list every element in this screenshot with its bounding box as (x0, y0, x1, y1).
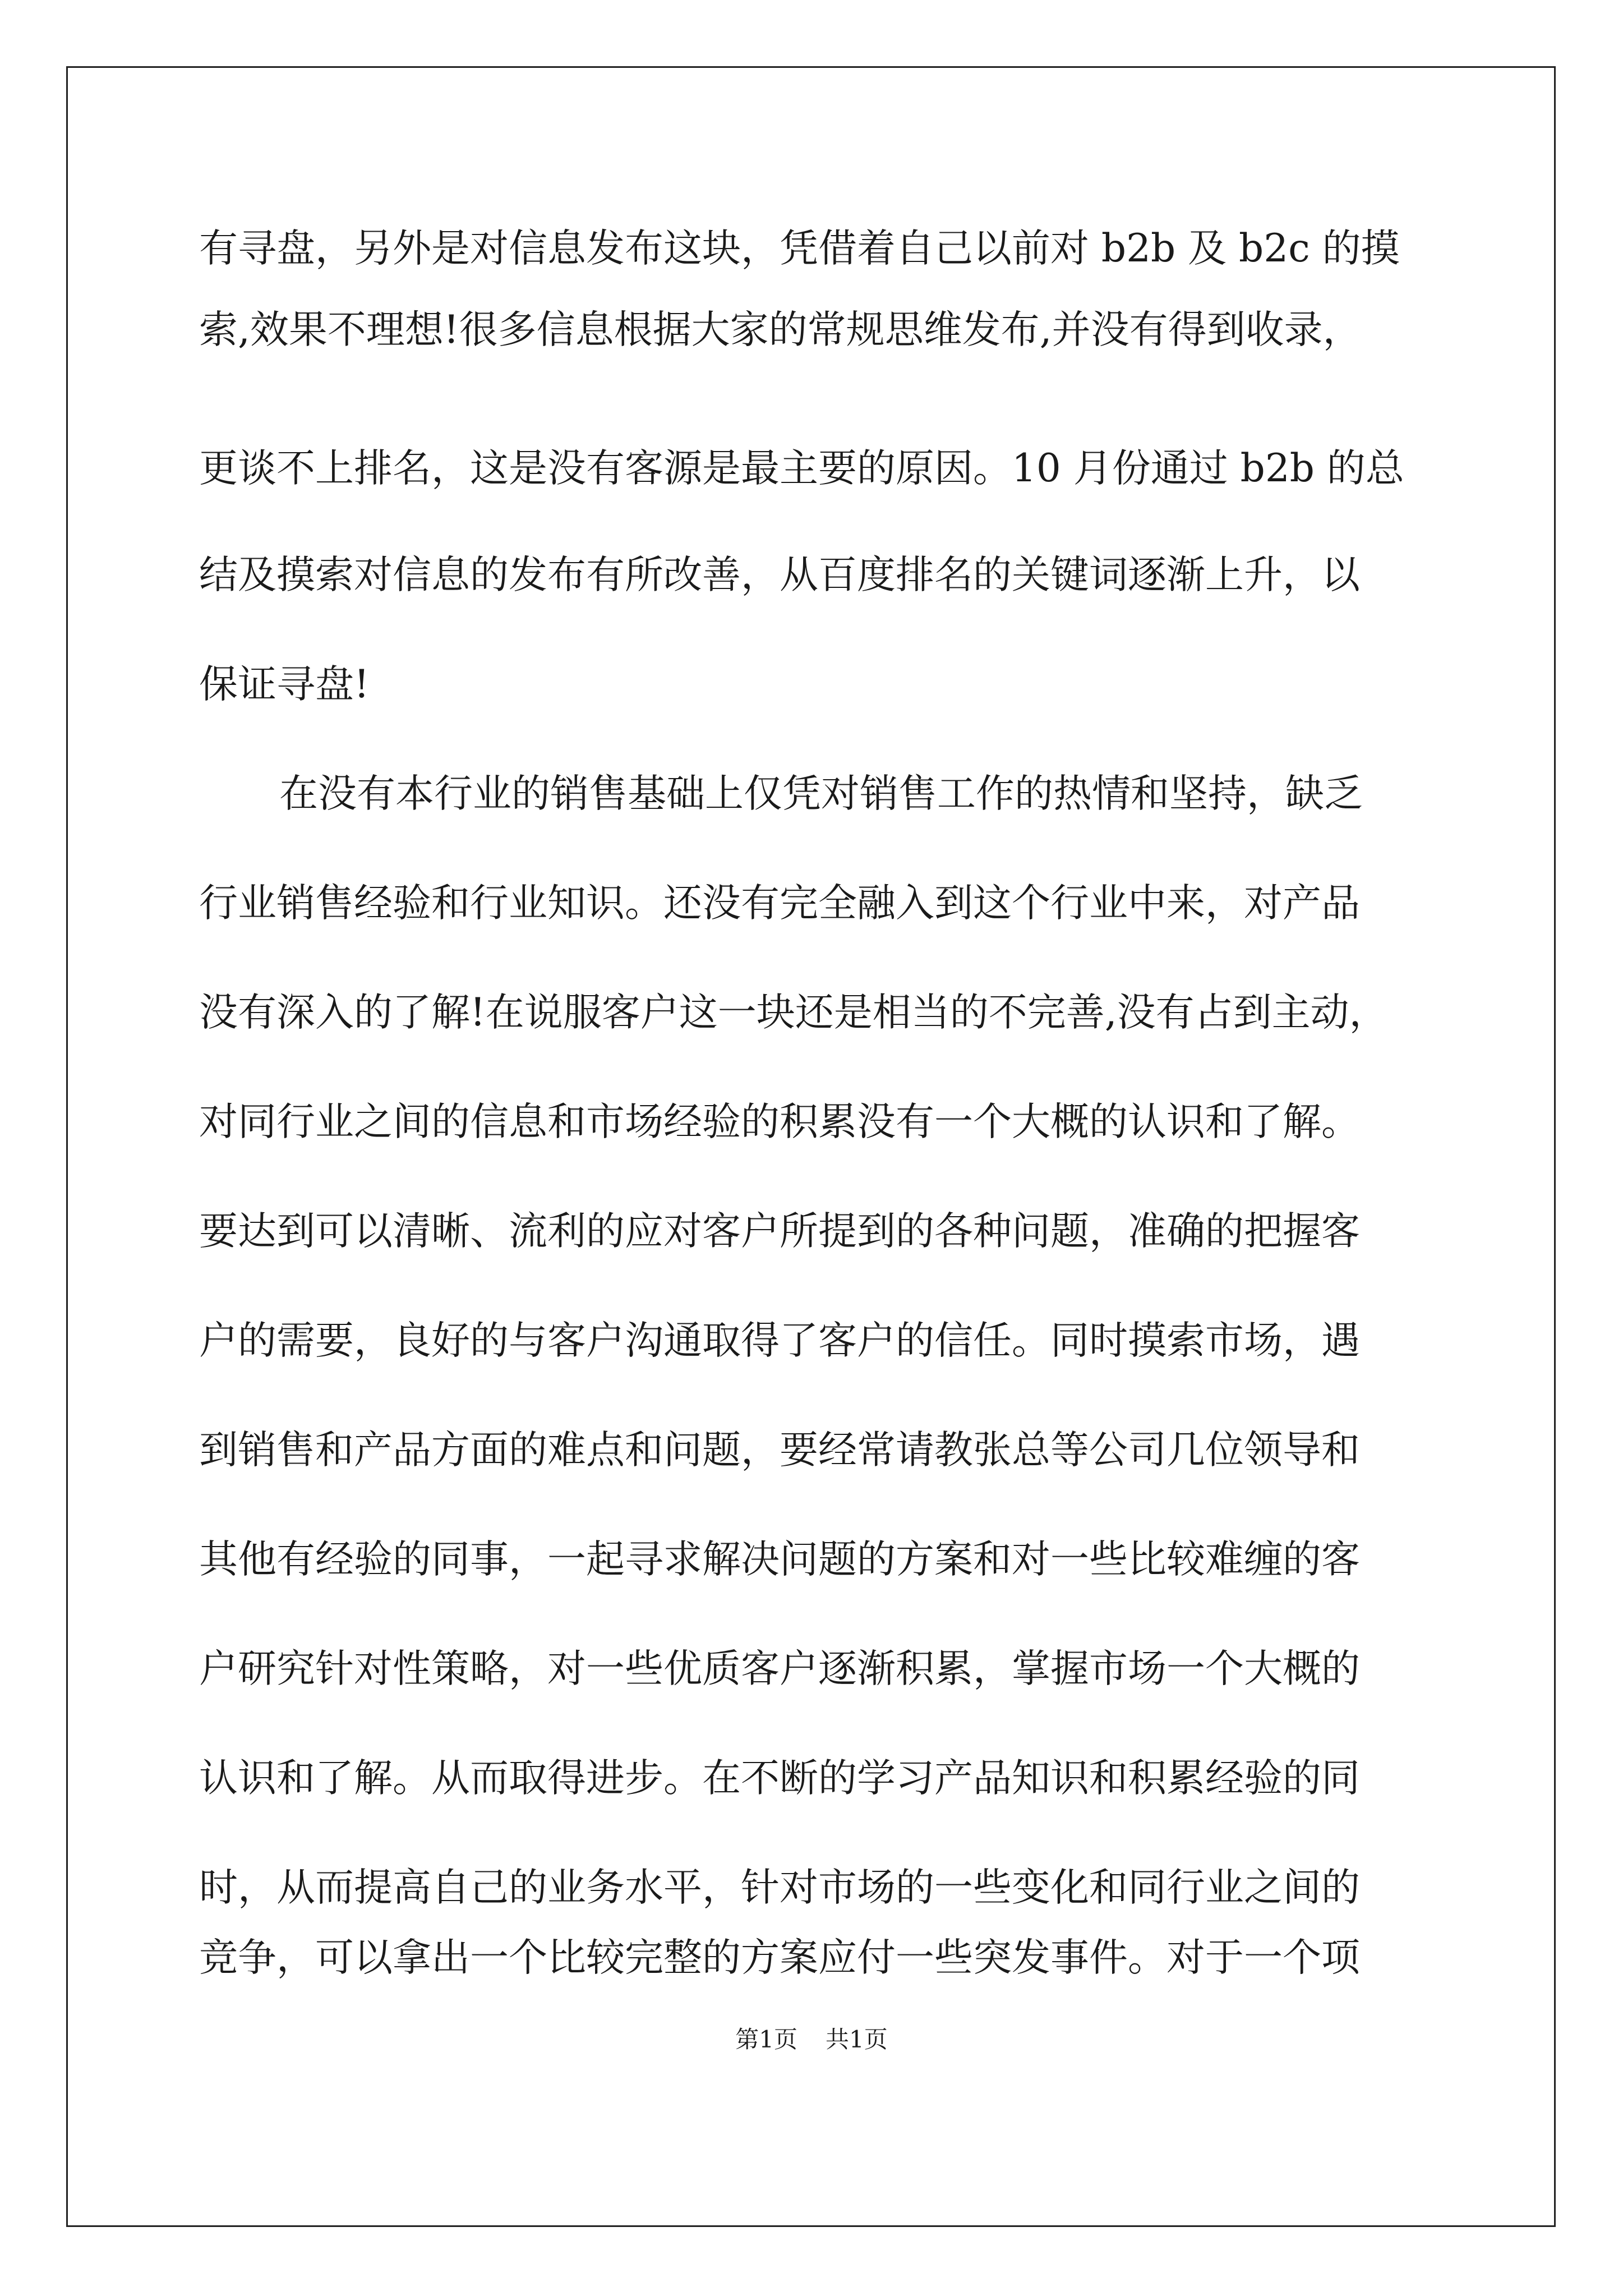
page-total: 共1页 (826, 2026, 888, 2053)
text-line-content: 其他有经验的同事，一起寻求解决问题的方案和对一些比较难缠的客 (199, 1537, 1360, 1582)
text-line-content: 要达到可以清晰、流利的应对客户所提到的各种问题，准确的把握客 (199, 1209, 1360, 1254)
text-line-content: 认识和了解。从而取得进步。在不断的学习产品知识和积累经验的同 (199, 1756, 1360, 1801)
text-line (0, 760, 1623, 827)
text-line (0, 979, 1623, 1046)
text-line (0, 435, 1623, 502)
text-line (0, 869, 1623, 937)
text-line (0, 1088, 1623, 1156)
text-line-content: 行业销售经验和行业知识。还没有完全融入到这个行业中来，对产品 (199, 881, 1360, 926)
page-number: 第1页 (735, 2026, 797, 2053)
text-line (0, 215, 1623, 282)
text-line-content: 到销售和产品方面的难点和问题，要经常请教张总等公司几位领导和 (199, 1428, 1360, 1473)
text-line (0, 1198, 1623, 1265)
page-footer (0, 2023, 1623, 2056)
text-line-content: 竞争，可以拿出一个比较完整的方案应付一些突发事件。对于一个项 (199, 1935, 1360, 1980)
text-line (0, 1635, 1623, 1703)
text-line-content: 结及摸索对信息的发布有所改善，从百度排名的关键词逐渐上升，以 (199, 553, 1360, 597)
text-line (0, 1854, 1623, 1921)
text-line (0, 1416, 1623, 1484)
text-line-content: 在没有本行业的销售基础上仅凭对销售工作的热情和坚持，缺乏 (279, 771, 1363, 816)
text-line-content: 户研究针对性策略，对一些优质客户逐渐积累，掌握市场一个大概的 (199, 1646, 1360, 1691)
text-line (0, 651, 1623, 718)
text-line (0, 1745, 1623, 1812)
text-line (0, 1526, 1623, 1593)
text-line-content: 更谈不上排名，这是没有客源是最主要的原因。10 月份通过 b2b 的总 (199, 446, 1404, 491)
text-line (0, 1924, 1623, 1991)
text-line-content: 索,效果不理想!很多信息根据大家的常规思维发布,并没有得到收录， (199, 307, 1362, 352)
text-line (0, 296, 1623, 364)
text-line-content: 户的需要，良好的与客户沟通取得了客户的信任。同时摸索市场，遇 (199, 1318, 1360, 1363)
text-line-content: 时，从而提高自己的业务水平，针对市场的一些变化和同行业之间的 (199, 1865, 1360, 1910)
text-line-content: 没有深入的了解!在说服客户这一块还是相当的不完善,没有占到主动， (199, 990, 1388, 1035)
text-line-content: 有寻盘，另外是对信息发布这块，凭借着自己以前对 b2b 及 b2c 的摸 (199, 226, 1400, 271)
text-line-content: 对同行业之间的信息和市场经验的积累没有一个大概的认识和了解。 (199, 1099, 1360, 1144)
text-line (0, 1307, 1623, 1374)
text-line-content: 保证寻盘! (199, 662, 370, 707)
text-line (0, 541, 1623, 609)
